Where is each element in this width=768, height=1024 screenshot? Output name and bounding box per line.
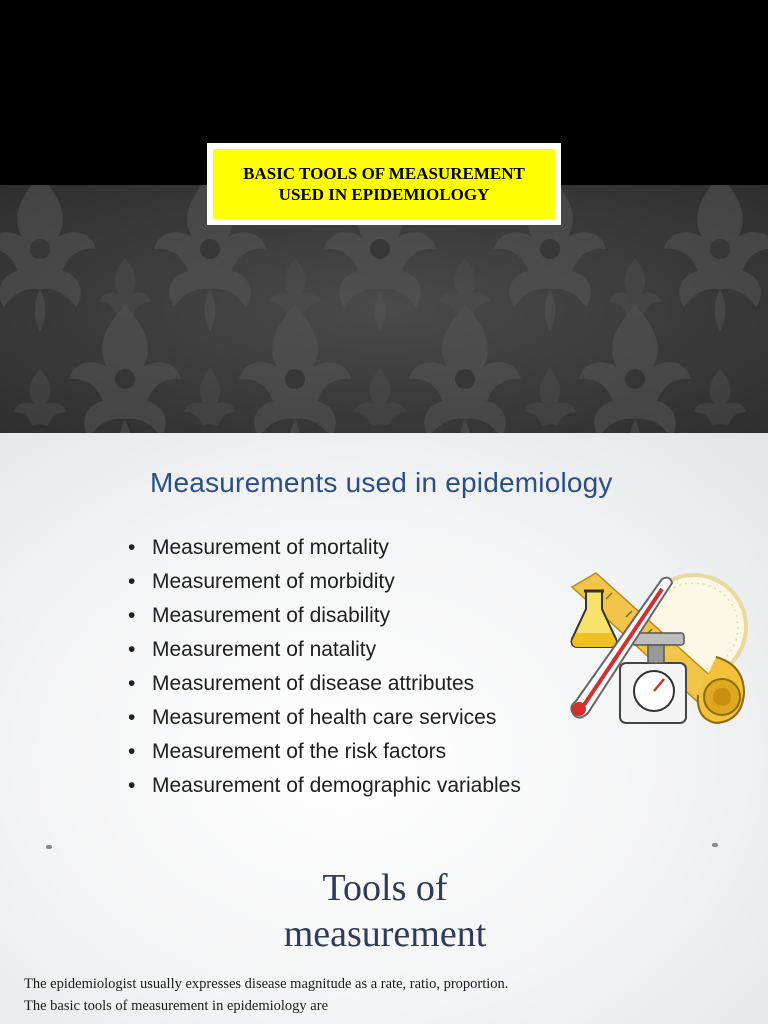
slide-heading: Measurements used in epidemiology [150, 467, 613, 498]
bullet-dot-icon: • [128, 774, 136, 797]
bullet-item: • Measurement of natality [128, 633, 521, 667]
slide-separator-mark-right [712, 843, 718, 847]
bullet-item: • Measurement of the risk factors [128, 735, 521, 769]
bullet-list [128, 531, 521, 803]
bullet-dot-icon: • [128, 604, 136, 627]
bullet-dot-icon: • [128, 706, 136, 729]
bullet-item: • Measurement of demographic variables [128, 769, 521, 803]
bullet-item: • Measurement of disease attributes [128, 667, 521, 701]
bullet-dot-icon: • [128, 672, 136, 695]
bullet-dot-icon: • [128, 740, 136, 763]
tools-title [200, 865, 570, 957]
tools-title-line-1: Tools of [322, 867, 448, 909]
tools-title-line-2: measurement [283, 913, 487, 955]
paragraph-line-1: The epidemiologist usually expresses disease magnitude as a rate, ratio, proportion. [24, 976, 509, 992]
bullet-dot-icon: • [128, 536, 136, 559]
bullet-item: • Measurement of morbidity [128, 565, 521, 599]
title-text-block [213, 149, 555, 219]
bullet-item: • Measurement of disability [128, 599, 521, 633]
bullet-item: • Measurement of health care services [128, 701, 521, 735]
slide-separator-mark-left [46, 845, 52, 849]
slide-image [0, 433, 768, 1024]
bullet-item: • Measurement of mortality [128, 531, 521, 565]
paragraph-line-2: The basic tools of measurement in epidemiology are [24, 998, 329, 1014]
bullet-dot-icon: • [128, 638, 136, 661]
measurement-tools-clipart [566, 569, 748, 733]
title-box [207, 143, 561, 225]
bullet-dot-icon: • [128, 570, 136, 593]
title-line-2: USED IN EPIDEMIOLOGY [278, 185, 490, 204]
title-line-1: BASIC TOOLS OF MEASUREMENT [243, 164, 525, 183]
tools-paragraph [24, 973, 744, 1017]
